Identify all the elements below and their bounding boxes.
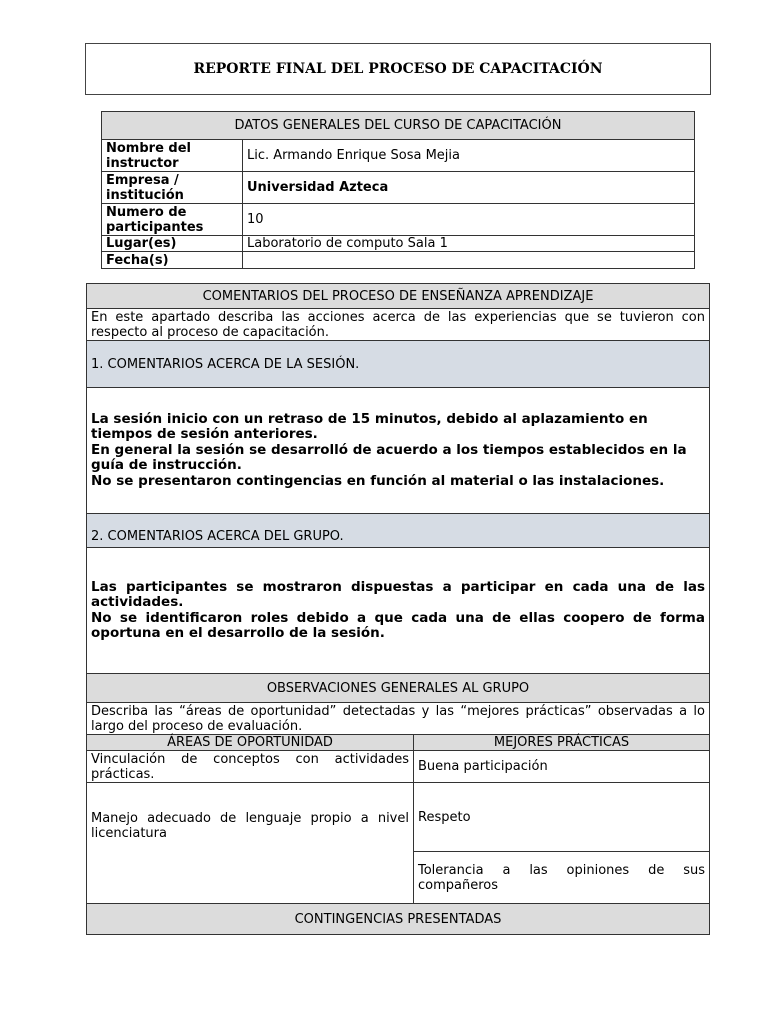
value-dates xyxy=(243,252,695,269)
label-instructor: Nombre del instructor xyxy=(102,140,243,172)
value-institution: Universidad Azteca xyxy=(243,172,695,204)
general-data-table xyxy=(101,111,695,268)
comments-table xyxy=(86,283,710,934)
label-institution: Empresa / institución xyxy=(102,172,243,204)
general-data-header: DATOS GENERALES DEL CURSO DE CAPACITACIÓN xyxy=(102,112,695,140)
group-comment-line: Las participantes se mostraron dispuestas a participar en cada una de las actividades. xyxy=(91,578,705,610)
report-title-box xyxy=(85,43,711,95)
session-comment-line: La sesión inicio con un retraso de 15 minutos, debido al aplazamiento en tiempos de sesión anteriores. xyxy=(91,410,648,443)
comments-header: COMENTARIOS DEL PROCESO DE ENSEÑANZA APRENDIZAJE xyxy=(87,284,710,309)
practice-item: Respeto xyxy=(414,783,710,852)
session-comments-title xyxy=(87,341,710,388)
group-comments-body xyxy=(87,548,710,674)
label-location: Lugar(es) xyxy=(102,236,243,252)
report-title: REPORTE FINAL DEL PROCESO DE CAPACITACIÓN xyxy=(193,61,603,77)
session-comments-body xyxy=(87,388,710,514)
comments-intro: En este apartado describa las acciones acerca de las experiencias que se tuvieron con respecto al proceso de capacitación. xyxy=(87,309,710,341)
group-comments-title xyxy=(87,514,710,548)
label-participants: Numero de participantes xyxy=(102,204,243,236)
group-comments-title-text: 2. COMENTARIOS ACERCA DEL GRUPO. xyxy=(91,529,344,544)
observations-intro: Describa las “áreas de oportunidad” detectadas y las “mejores prácticas” observadas a lo largo del proceso de evaluación. xyxy=(87,703,710,735)
practices-column-header: MEJORES PRÁCTICAS xyxy=(414,735,710,751)
group-comment-line: No se identificaron roles debido a que cada una de ellas coopero de forma oportuna en el desarrollo de la sesión. xyxy=(91,609,705,641)
area-item: Vinculación de conceptos con actividades prácticas. xyxy=(87,751,414,783)
area-item: Manejo adecuado de lenguaje propio a nivel licenciatura xyxy=(87,783,414,904)
session-comment-line: En general la sesión se desarrolló de acuerdo a los tiempos establecidos en la guía de instrucción. xyxy=(91,441,687,474)
session-comments-title-text: 1. COMENTARIOS ACERCA DE LA SESIÓN. xyxy=(91,356,360,372)
practice-item: Tolerancia a las opiniones de sus compañeros xyxy=(414,852,710,904)
value-location: Laboratorio de computo Sala 1 xyxy=(243,236,695,252)
session-comment-line: No se presentaron contingencias en función al material o las instalaciones. xyxy=(91,472,665,489)
practice-item: Buena participación xyxy=(414,751,710,783)
value-participants: 10 xyxy=(243,204,695,236)
value-instructor: Lic. Armando Enrique Sosa Mejia xyxy=(243,140,695,172)
areas-column-header: ÁREAS DE OPORTUNIDAD xyxy=(87,735,414,751)
contingencies-header: CONTINGENCIAS PRESENTADAS xyxy=(87,904,710,935)
label-dates: Fecha(s) xyxy=(102,252,243,269)
observations-header: OBSERVACIONES GENERALES AL GRUPO xyxy=(87,674,710,703)
